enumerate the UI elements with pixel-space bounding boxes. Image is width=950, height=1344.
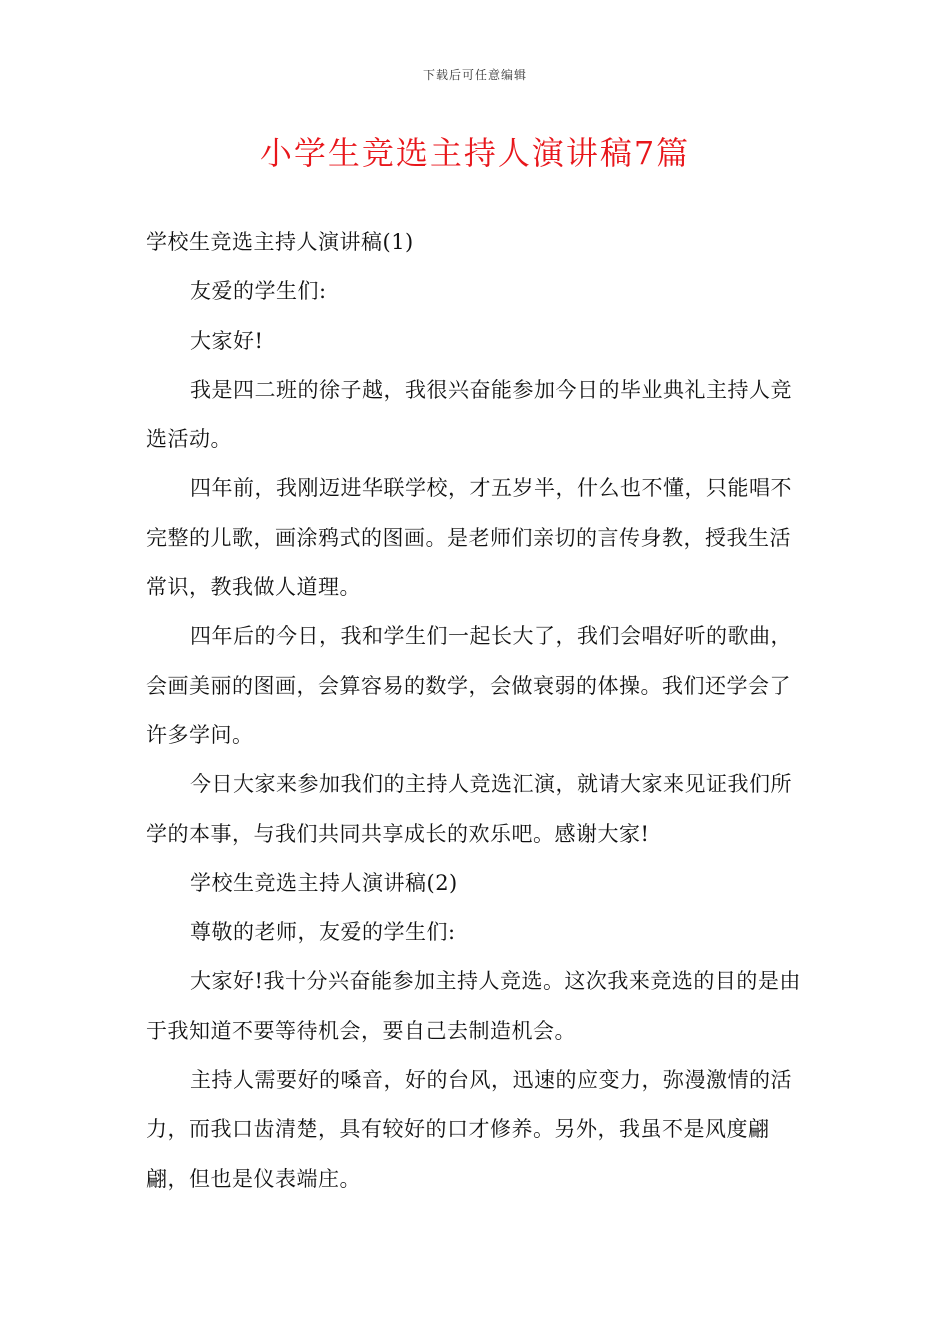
paragraph: 大家好!我十分兴奋能参加主持人竞选。这次我来竞选的目的是由于我知道不要等待机会，要自己去制造机会。 — [146, 969, 801, 1043]
paragraph: 今日大家来参加我们的主持人竞选汇演，就请大家来见证我们所学的本事，与我们共同共享成长的欢乐吧。感谢大家! — [146, 772, 792, 846]
header-note: 下载后可任意编辑 — [422, 68, 527, 82]
paragraph: 学校生竞选主持人演讲稿(1) — [146, 230, 414, 254]
paragraph: 友爱的学生们: — [190, 279, 327, 304]
paragraph: 四年前，我刚迈进华联学校，才五岁半，什么也不懂，只能唱不完整的儿歌，画涂鸦式的图画。是老师们亲切的言传身教，授我生活常识，教我做人道理。 — [146, 476, 792, 600]
document-body — [146, 218, 808, 1204]
paragraph: 尊敬的老师，友爱的学生们: — [190, 920, 456, 945]
document-title: 小学生竞选主持人演讲稿7篇 — [259, 134, 691, 172]
paragraph: 主持人需要好的嗓音，好的台风，迅速的应变力，弥漫激情的活力，而我口齿清楚，具有较好的口才修养。另外，我虽不是风度翩翩，但也是仪表端庄。 — [146, 1068, 792, 1191]
paragraph: 四年后的今日，我和学生们一起长大了，我们会唱好听的歌曲，会画美丽的图画，会算容易的数学，会做衰弱的体操。我们还学会了许多学问。 — [146, 624, 792, 747]
section-heading: 学校生竞选主持人演讲稿(2) — [190, 870, 458, 895]
paragraph: 大家好! — [190, 328, 264, 353]
paragraph: 我是四二班的徐子越，我很兴奋能参加今日的毕业典礼主持人竞选活动。 — [146, 377, 792, 452]
